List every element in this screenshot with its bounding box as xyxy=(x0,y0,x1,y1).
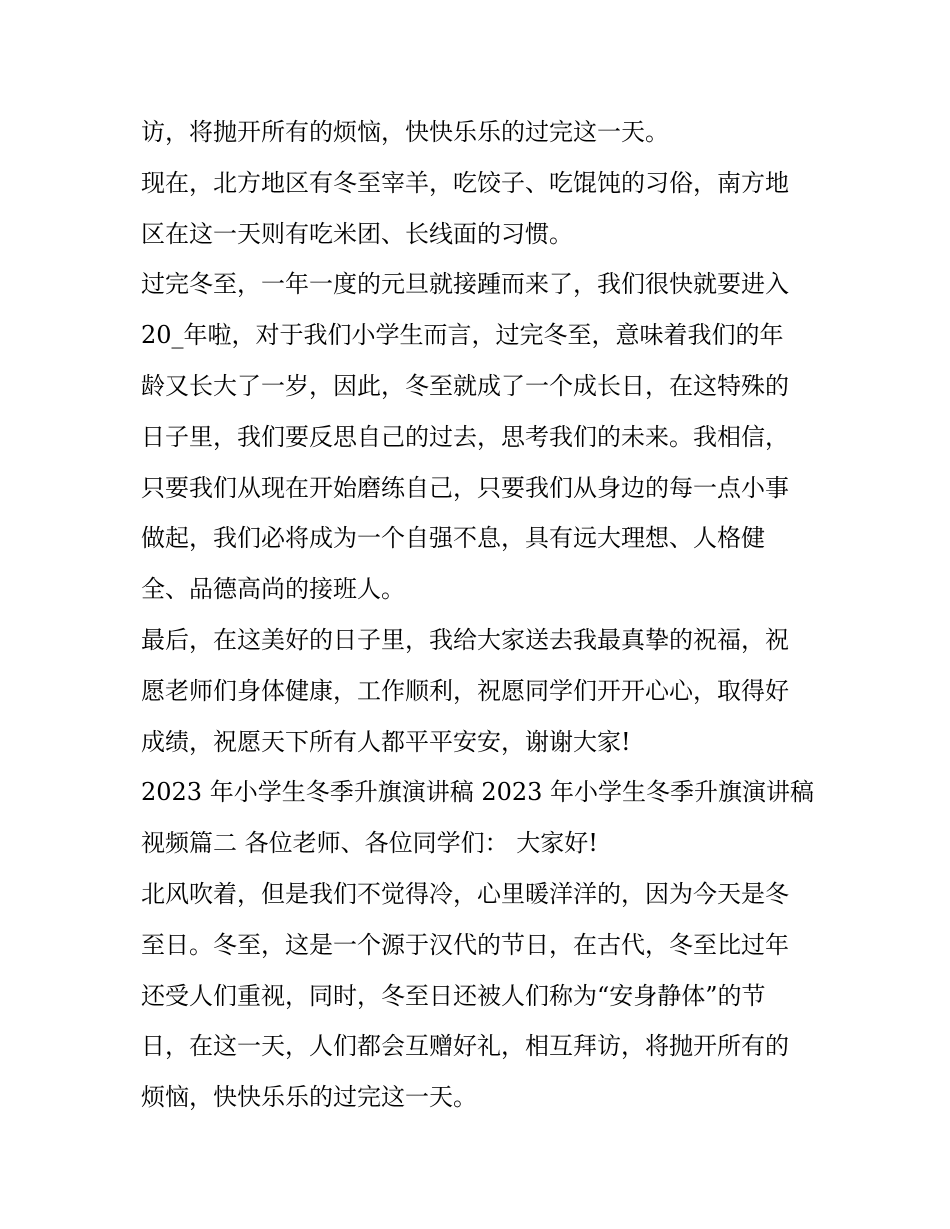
text-line: 只要我们从现在开始磨练自己，只要我们从身边的每一点小事 xyxy=(141,473,789,502)
text-line: 还受人们重视，同时，冬至日还被人们称为“安身静体”的节 xyxy=(141,981,766,1010)
text-line: 烦恼，快快乐乐的过完这一天。 xyxy=(141,1083,477,1112)
text-line: 成绩，祝愿天下所有人都平平安安，谢谢大家! xyxy=(141,727,631,756)
text-line: 视频篇二 各位老师、各位同学们： 大家好! xyxy=(141,829,598,858)
text-line: 日子里，我们要反思自己的过去，思考我们的未来。我相信， xyxy=(141,422,789,451)
text-line: 区在这一天则有吃米团、长线面的习惯。 xyxy=(141,219,573,248)
text-line: 最后，在这美好的日子里，我给大家送去我最真挚的祝福，祝 xyxy=(141,625,789,654)
text-line: 访，将抛开所有的烦恼，快快乐乐的过完这一天。 xyxy=(141,118,669,146)
text-line: 北风吹着，但是我们不觉得冷，心里暖洋洋的，因为今天是冬 xyxy=(141,879,789,908)
text-line: 全、品德高尚的接班人。 xyxy=(141,575,405,604)
text-line: 至日。冬至，这是一个源于汉代的节日，在古代，冬至比过年 xyxy=(141,930,789,959)
text-line: 20_年啦，对于我们小学生而言，过完冬至，意味着我们的年 xyxy=(141,321,784,350)
text-line: 愿老师们身体健康，工作顺利，祝愿同学们开开心心，取得好 xyxy=(141,676,789,705)
body-text xyxy=(141,107,821,1123)
text-line: 龄又长大了一岁，因此，冬至就成了一个成长日，在这特殊的 xyxy=(141,371,789,400)
text-line: 过完冬至，一年一度的元旦就接踵而来了，我们很快就要进入 xyxy=(141,270,789,299)
text-line: 做起，我们必将成为一个自强不息，具有远大理想、人格健 xyxy=(141,524,765,553)
text-line: 2023 年小学生冬季升旗演讲稿 2023 年小学生冬季升旗演讲稿 xyxy=(141,778,815,807)
text-line: 现在，北方地区有冬至宰羊，吃饺子、吃馄饨的习俗，南方地 xyxy=(141,168,789,197)
text-line: 日，在这一天，人们都会互赠好礼，相互拜访，将抛开所有的 xyxy=(141,1032,789,1061)
